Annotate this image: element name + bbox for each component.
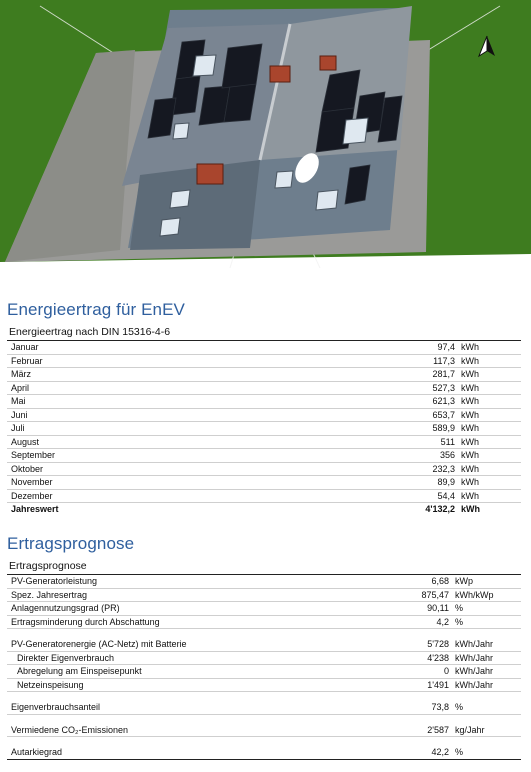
row-unit: kWh/Jahr [455, 666, 494, 676]
row-label: Eigenverbrauchsanteil [11, 702, 101, 712]
row-unit: % [455, 603, 464, 613]
row-unit: kWh [461, 450, 479, 460]
row-unit: % [455, 747, 464, 757]
row-label: Anlagennutzungsgrad (PR) [11, 603, 120, 613]
row-value: 42,2 [431, 747, 449, 757]
table-row [7, 616, 521, 630]
row-unit: kWh [461, 463, 479, 474]
total-unit: kWh [461, 504, 480, 514]
row-unit: kWh [461, 490, 479, 501]
row-unit: kWh [461, 369, 479, 379]
table-row [7, 575, 521, 589]
row-label: Netzeinspeisung [17, 679, 84, 690]
table-row [7, 490, 521, 504]
row-label: PV-Generatorenergie (AC-Netz) mit Batterie [11, 639, 187, 649]
row-unit: kWh/kWp [455, 589, 494, 600]
row-label: Oktober [11, 463, 44, 474]
monthly-table [7, 341, 521, 503]
row-label: Januar [11, 342, 39, 352]
row-label: Dezember [11, 490, 53, 501]
row-unit: kWh [461, 423, 479, 433]
row-unit: kWh [461, 382, 479, 393]
row-value: 875,47 [421, 589, 449, 600]
ac-energy-row [7, 638, 521, 652]
row-value: 117,3 [433, 355, 455, 366]
row-value: 90,11 [427, 603, 449, 613]
row-value: 5'728 [427, 639, 449, 649]
row-value: 54,4 [437, 490, 455, 501]
total-label: Jahreswert [11, 504, 59, 514]
table-row [7, 476, 521, 490]
row-label: Abregelung am Einspeisepunkt [17, 666, 142, 676]
row-unit: kWh [461, 477, 479, 487]
row-value: 6,68 [431, 576, 449, 586]
row-unit: kWh [461, 396, 479, 406]
row-value: 89,9 [437, 477, 455, 487]
eigenverbrauch-row [7, 701, 521, 715]
row-label: Direkter Eigenverbrauch [17, 652, 115, 663]
table-title: Energieertrag nach DIN 15316-4-6 [7, 326, 521, 341]
row-label: Spez. Jahresertrag [11, 589, 88, 600]
row-label: Vermiedene CO₂-Emissionen [11, 724, 129, 735]
row-unit: % [455, 616, 464, 627]
table-row [7, 395, 521, 409]
table-row [7, 449, 521, 463]
row-unit: % [455, 702, 464, 712]
row-value: 4'238 [427, 652, 449, 663]
row-label: September [11, 450, 56, 460]
row-value: 281,7 [432, 369, 455, 379]
table-row [7, 422, 521, 436]
row-label: März [11, 369, 31, 379]
table-row [7, 602, 521, 616]
ac-breakdown [7, 652, 521, 693]
row-label: Ertragsminderung durch Abschattung [11, 616, 160, 627]
row-unit: kWh [461, 436, 479, 447]
table-row [7, 679, 521, 693]
row-label: August [11, 436, 40, 447]
total-value: 4'132,2 [425, 504, 455, 514]
row-unit: kWh [461, 409, 479, 420]
row-unit: kWh [461, 342, 479, 352]
row-value: 653,7 [432, 409, 455, 420]
row-value: 0 [443, 666, 449, 676]
row-unit: kWp [455, 576, 473, 586]
row-label: November [11, 477, 53, 487]
row-value: 527,3 [432, 382, 455, 393]
table-title: Ertragsprognose [7, 560, 521, 575]
row-value: 511 [440, 436, 455, 447]
row-label: PV-Generatorleistung [11, 576, 98, 586]
row-value: 232,3 [432, 463, 455, 474]
total-row [7, 503, 521, 517]
row-value: 73,8 [431, 702, 449, 712]
row-value: 1'491 [427, 679, 449, 690]
ertragsprognose-section [7, 534, 521, 760]
row-value: 97,4 [437, 342, 455, 352]
table-row [7, 368, 521, 382]
row-label: April [11, 382, 30, 393]
prognose-table [7, 575, 521, 629]
section-title: Ertragsprognose [7, 534, 135, 553]
row-label: Juni [11, 409, 28, 420]
row-value: 356 [439, 450, 455, 460]
table-row [7, 665, 521, 679]
table-row [7, 382, 521, 396]
energieertrag-section [7, 300, 521, 517]
row-label: Februar [11, 355, 43, 366]
row-label: Juli [11, 423, 25, 433]
row-label: Autarkiegrad [11, 747, 63, 757]
row-label: Mai [11, 396, 26, 406]
section-title: Energieertrag für EnEV [7, 300, 185, 319]
table-row [7, 652, 521, 666]
roof-3d-render [0, 0, 531, 268]
co2-row [7, 724, 521, 738]
row-unit: kWh [461, 355, 479, 366]
table-row [7, 355, 521, 369]
row-value: 589,9 [432, 423, 455, 433]
table-row [7, 463, 521, 477]
roof-render-svg [0, 0, 531, 268]
row-unit: kWh/Jahr [455, 679, 494, 690]
table-row [7, 341, 521, 355]
row-unit: kWh/Jahr [455, 639, 494, 649]
table-row [7, 409, 521, 423]
row-value: 2'587 [427, 724, 449, 735]
table-row [7, 589, 521, 603]
row-value: 621,3 [432, 396, 455, 406]
autarkie-row [7, 746, 521, 760]
row-unit: kg/Jahr [455, 724, 485, 735]
row-value: 4,2 [436, 616, 449, 627]
row-unit: kWh/Jahr [455, 652, 494, 663]
table-row [7, 436, 521, 450]
